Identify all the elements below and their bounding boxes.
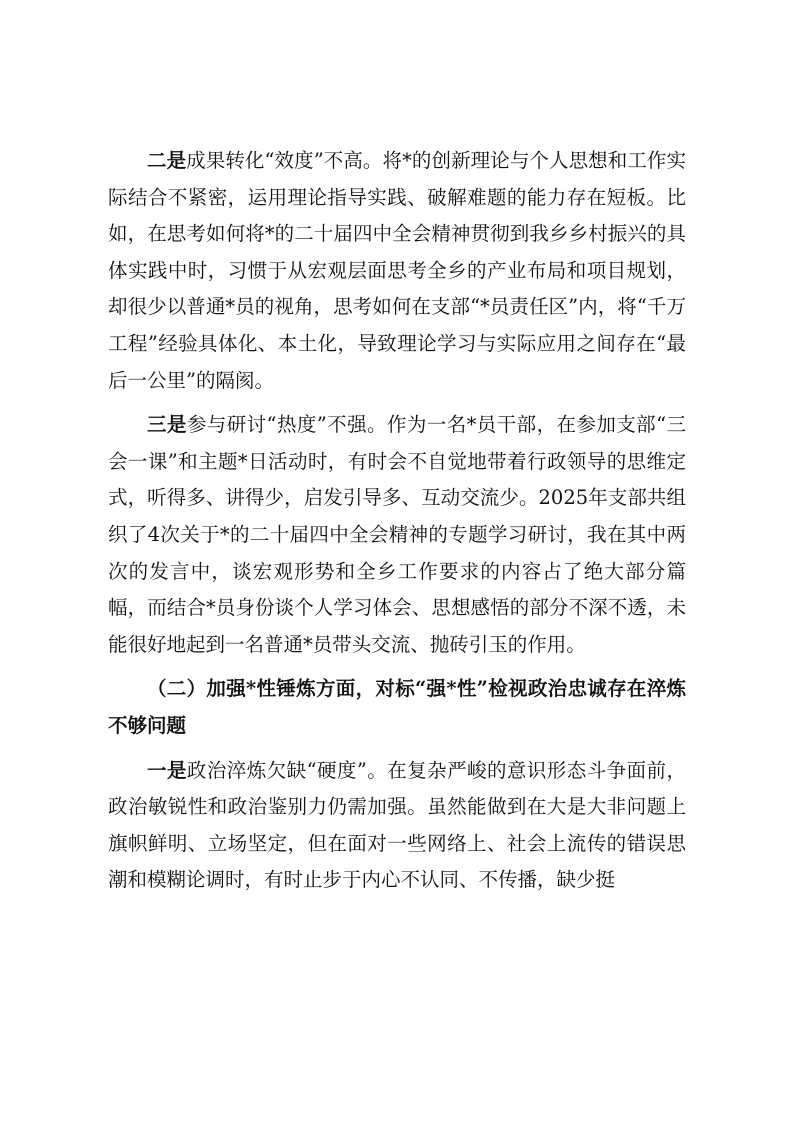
paragraph-lead: 一是: [147, 758, 187, 782]
paragraph-lead: 二是: [147, 149, 187, 172]
section-heading: （二）加强*性锤炼方面，对标“强*性”检视政治忠诚存在淬炼不够问题: [108, 677, 686, 737]
paragraph-text: 参与研讨“热度”不强。作为一名*员干部，在参加支部“三会一课”和主题*日活动时，有时会不自觉地带着行政领导的思维定式，听得多、讲得少，启发引导多、互动交流少。2025年支部共组织了4次关于*的二十届四中全会精神的专题学习研讨，我在其中两次的发言中，谈宏观形势和全乡工作要求的内容占了绝大部分篇幅，而结合*员身份谈个人学习体会、思想感悟的部分不深不透，未能很好地起到一名普通*员带头交流、抛砖引玉的作用。: [108, 413, 686, 656]
paragraph-discussion-participation: [108, 407, 686, 663]
paragraph-text: 成果转化“效度”不高。将*的创新理论与个人思想和工作实际结合不紧密，运用理论指导实践、破解难题的能力存在短板。比如，在思考如何将*的二十届四中全会精神贯彻到我乡乡村振兴的具体实践中时，习惯于从宏观层面思考全乡的产业布局和项目规划，却很少以普通*员的视角，思考如何在支部“*员责任区”内，将“千万工程”经验具体化、本土化，导致理论学习与实际应用之间存在“最后一公里”的隔阂。: [108, 149, 686, 392]
paragraph-political-tempering: [108, 753, 686, 899]
paragraph-results-conversion: [108, 143, 686, 399]
paragraph-lead: 三是: [147, 413, 187, 437]
document-body: [108, 143, 686, 899]
paragraph-text: 政治淬炼欠缺“硬度”。在复杂严峻的意识形态斗争面前，政治敏锐性和政治鉴别力仍需加强。虽然能做到在大是大非问题上旗帜鲜明、立场坚定，但在面对一些网络上、社会上流传的错误思潮和模糊论调时，有时止步于内心不认同、不传播，缺少挺: [108, 758, 686, 892]
